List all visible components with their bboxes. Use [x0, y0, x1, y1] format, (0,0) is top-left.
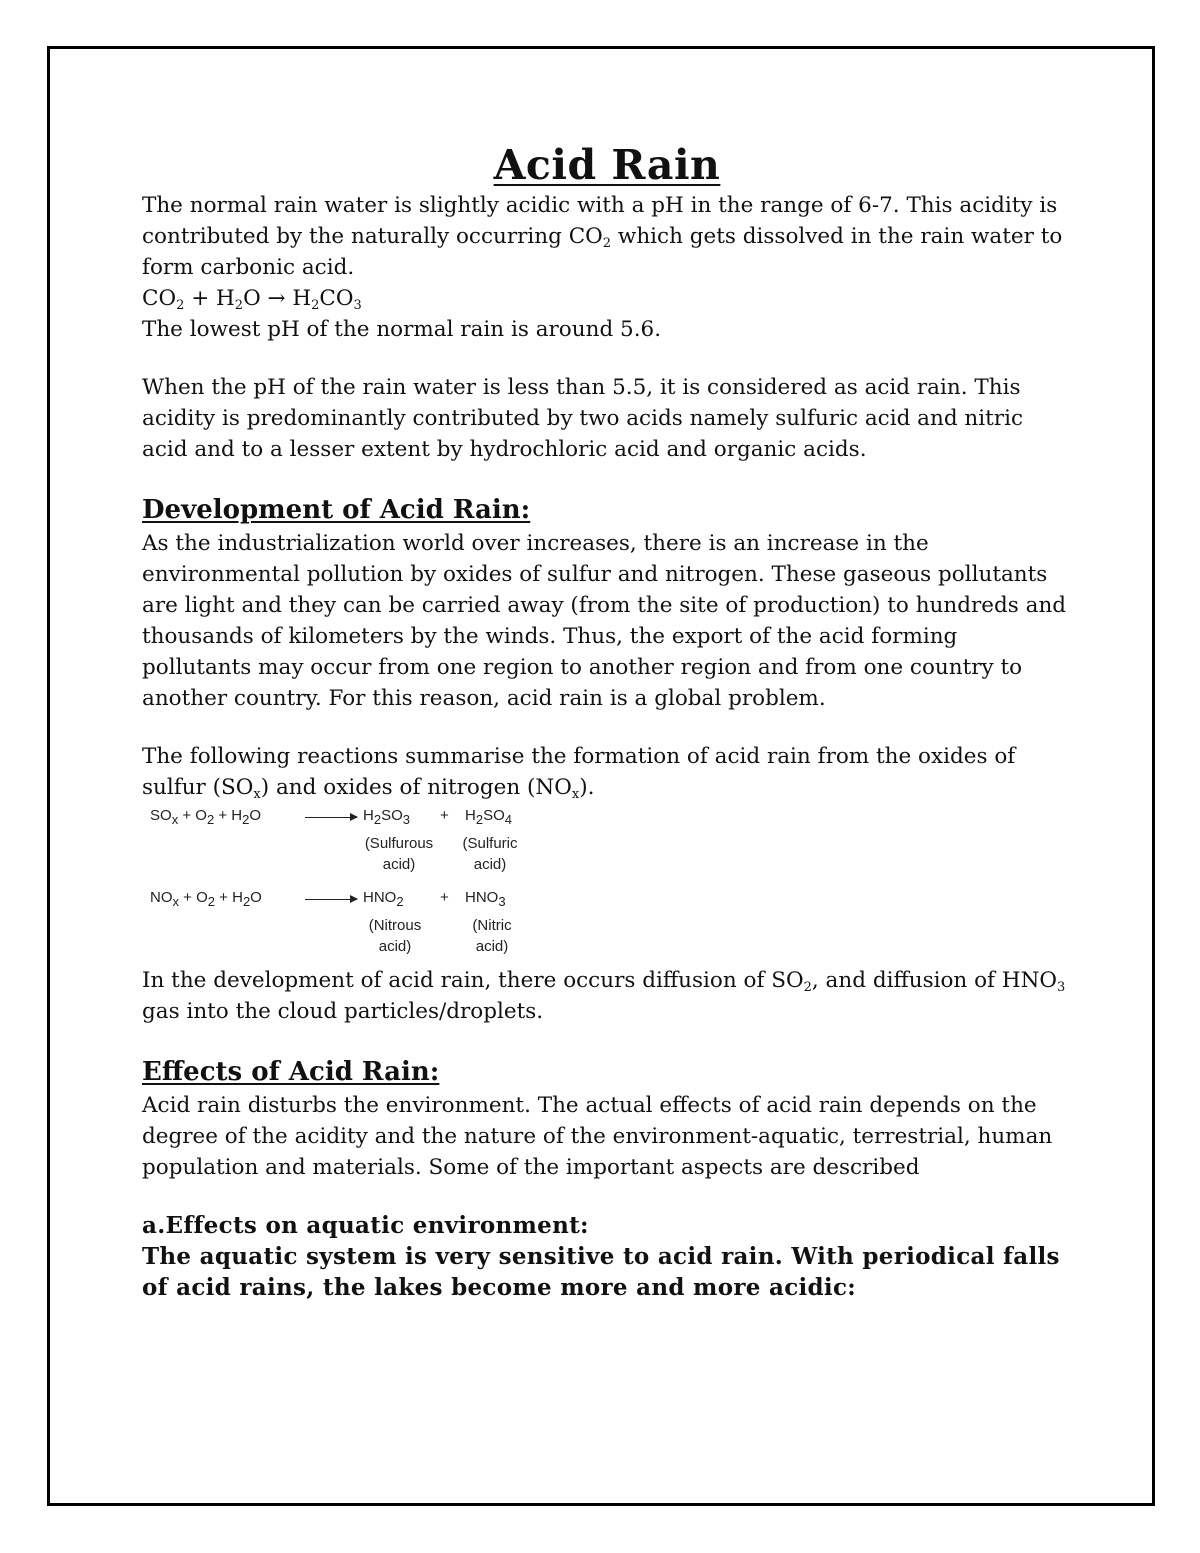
reaction-equations — [150, 805, 550, 965]
sulfuric-acid-formula: $H_2SO_4$ — [465, 807, 512, 827]
nitrous-acid-formula: $HNO_2$ — [363, 889, 404, 909]
development-heading: Development of Acid Rain: — [142, 495, 531, 525]
reaction-2-plus: + — [440, 889, 449, 906]
reaction-1-plus: + — [440, 807, 449, 824]
effects-paragraph: Acid rain disturbs the environment. The actual effects of acid rain depends on the degree of the acidity and the nature of the environment-aquatic, terrestrial, human population and materials. Some of the important aspects are described — [142, 1093, 1053, 1180]
nitrous-acid-label: (Nitrous acid) — [368, 917, 422, 955]
effects-heading: Effects of Acid Rain: — [142, 1057, 440, 1087]
acid-rain-definition: When the pH of the rain water is less than 5.5, it is considered as acid rain. This acidity is predominantly contributed by two acids namely sulfuric acid and nitric acid and to a lesser extent by hydrochloric acid and organic acids. — [142, 375, 1023, 462]
intro-paragraph: The normal rain water is slightly acidic with a pH in the range of 6-7. This acidity is contributed by the naturally occurring $CO_2$ which gets dissolved in the rain water to form carbonic acid. — [142, 193, 1063, 280]
diffusion-paragraph: In the development of acid rain, there occurs diffusion of $SO_2$, and diffusion of $HNO_3$ gas into the cloud particles/droplets. — [142, 968, 1066, 1024]
lowest-ph-text: The lowest pH of the normal rain is around 5.6. — [142, 317, 662, 342]
reaction-1-reactants: $SO_x + O_2 + H_2O$ — [150, 807, 262, 827]
sulfuric-acid-label: (Sulfuric acid) — [462, 835, 518, 873]
sulfurous-acid-formula: $H_2SO_3$ — [363, 807, 410, 827]
carbonic-acid-equation: $CO_2 + H_2O \to H_2CO_3$ — [142, 286, 362, 313]
aquatic-effects-heading: a.Effects on aquatic environment: — [142, 1212, 589, 1239]
sulfurous-acid-label: (Sulfurous acid) — [364, 835, 434, 873]
aquatic-effects-text: The aquatic system is very sensitive to acid rain. With periodical falls of acid rains, the lakes become more and more acidic: — [142, 1243, 1060, 1301]
reaction-2-arrow — [305, 899, 357, 900]
development-paragraph: As the industrialization world over increases, there is an increase in the environmental pollution by oxides of sulfur and nitrogen. These gaseous pollutants are light and they can be carried away (from the site of production) to hundreds and thousands of kilometers by the winds. Thus, the export of the acid forming pollutants may occur from one region to another region and from one country to another country. For this reason, acid rain is a global problem. — [142, 531, 1067, 711]
document-body — [142, 140, 1072, 1303]
nitric-acid-label: (Nitric acid) — [472, 917, 512, 955]
reaction-2-reactants: $NO_x + O_2 + H_2O$ — [150, 889, 262, 909]
reaction-1-arrow — [305, 817, 357, 818]
nitric-acid-formula: $HNO_3$ — [465, 889, 506, 909]
reactions-intro: The following reactions summarise the formation of acid rain from the oxides of sulfur $(SO_x)$ and oxides of nitrogen $(NO_x)$. — [142, 744, 1016, 802]
page-title: Acid Rain — [493, 141, 721, 189]
